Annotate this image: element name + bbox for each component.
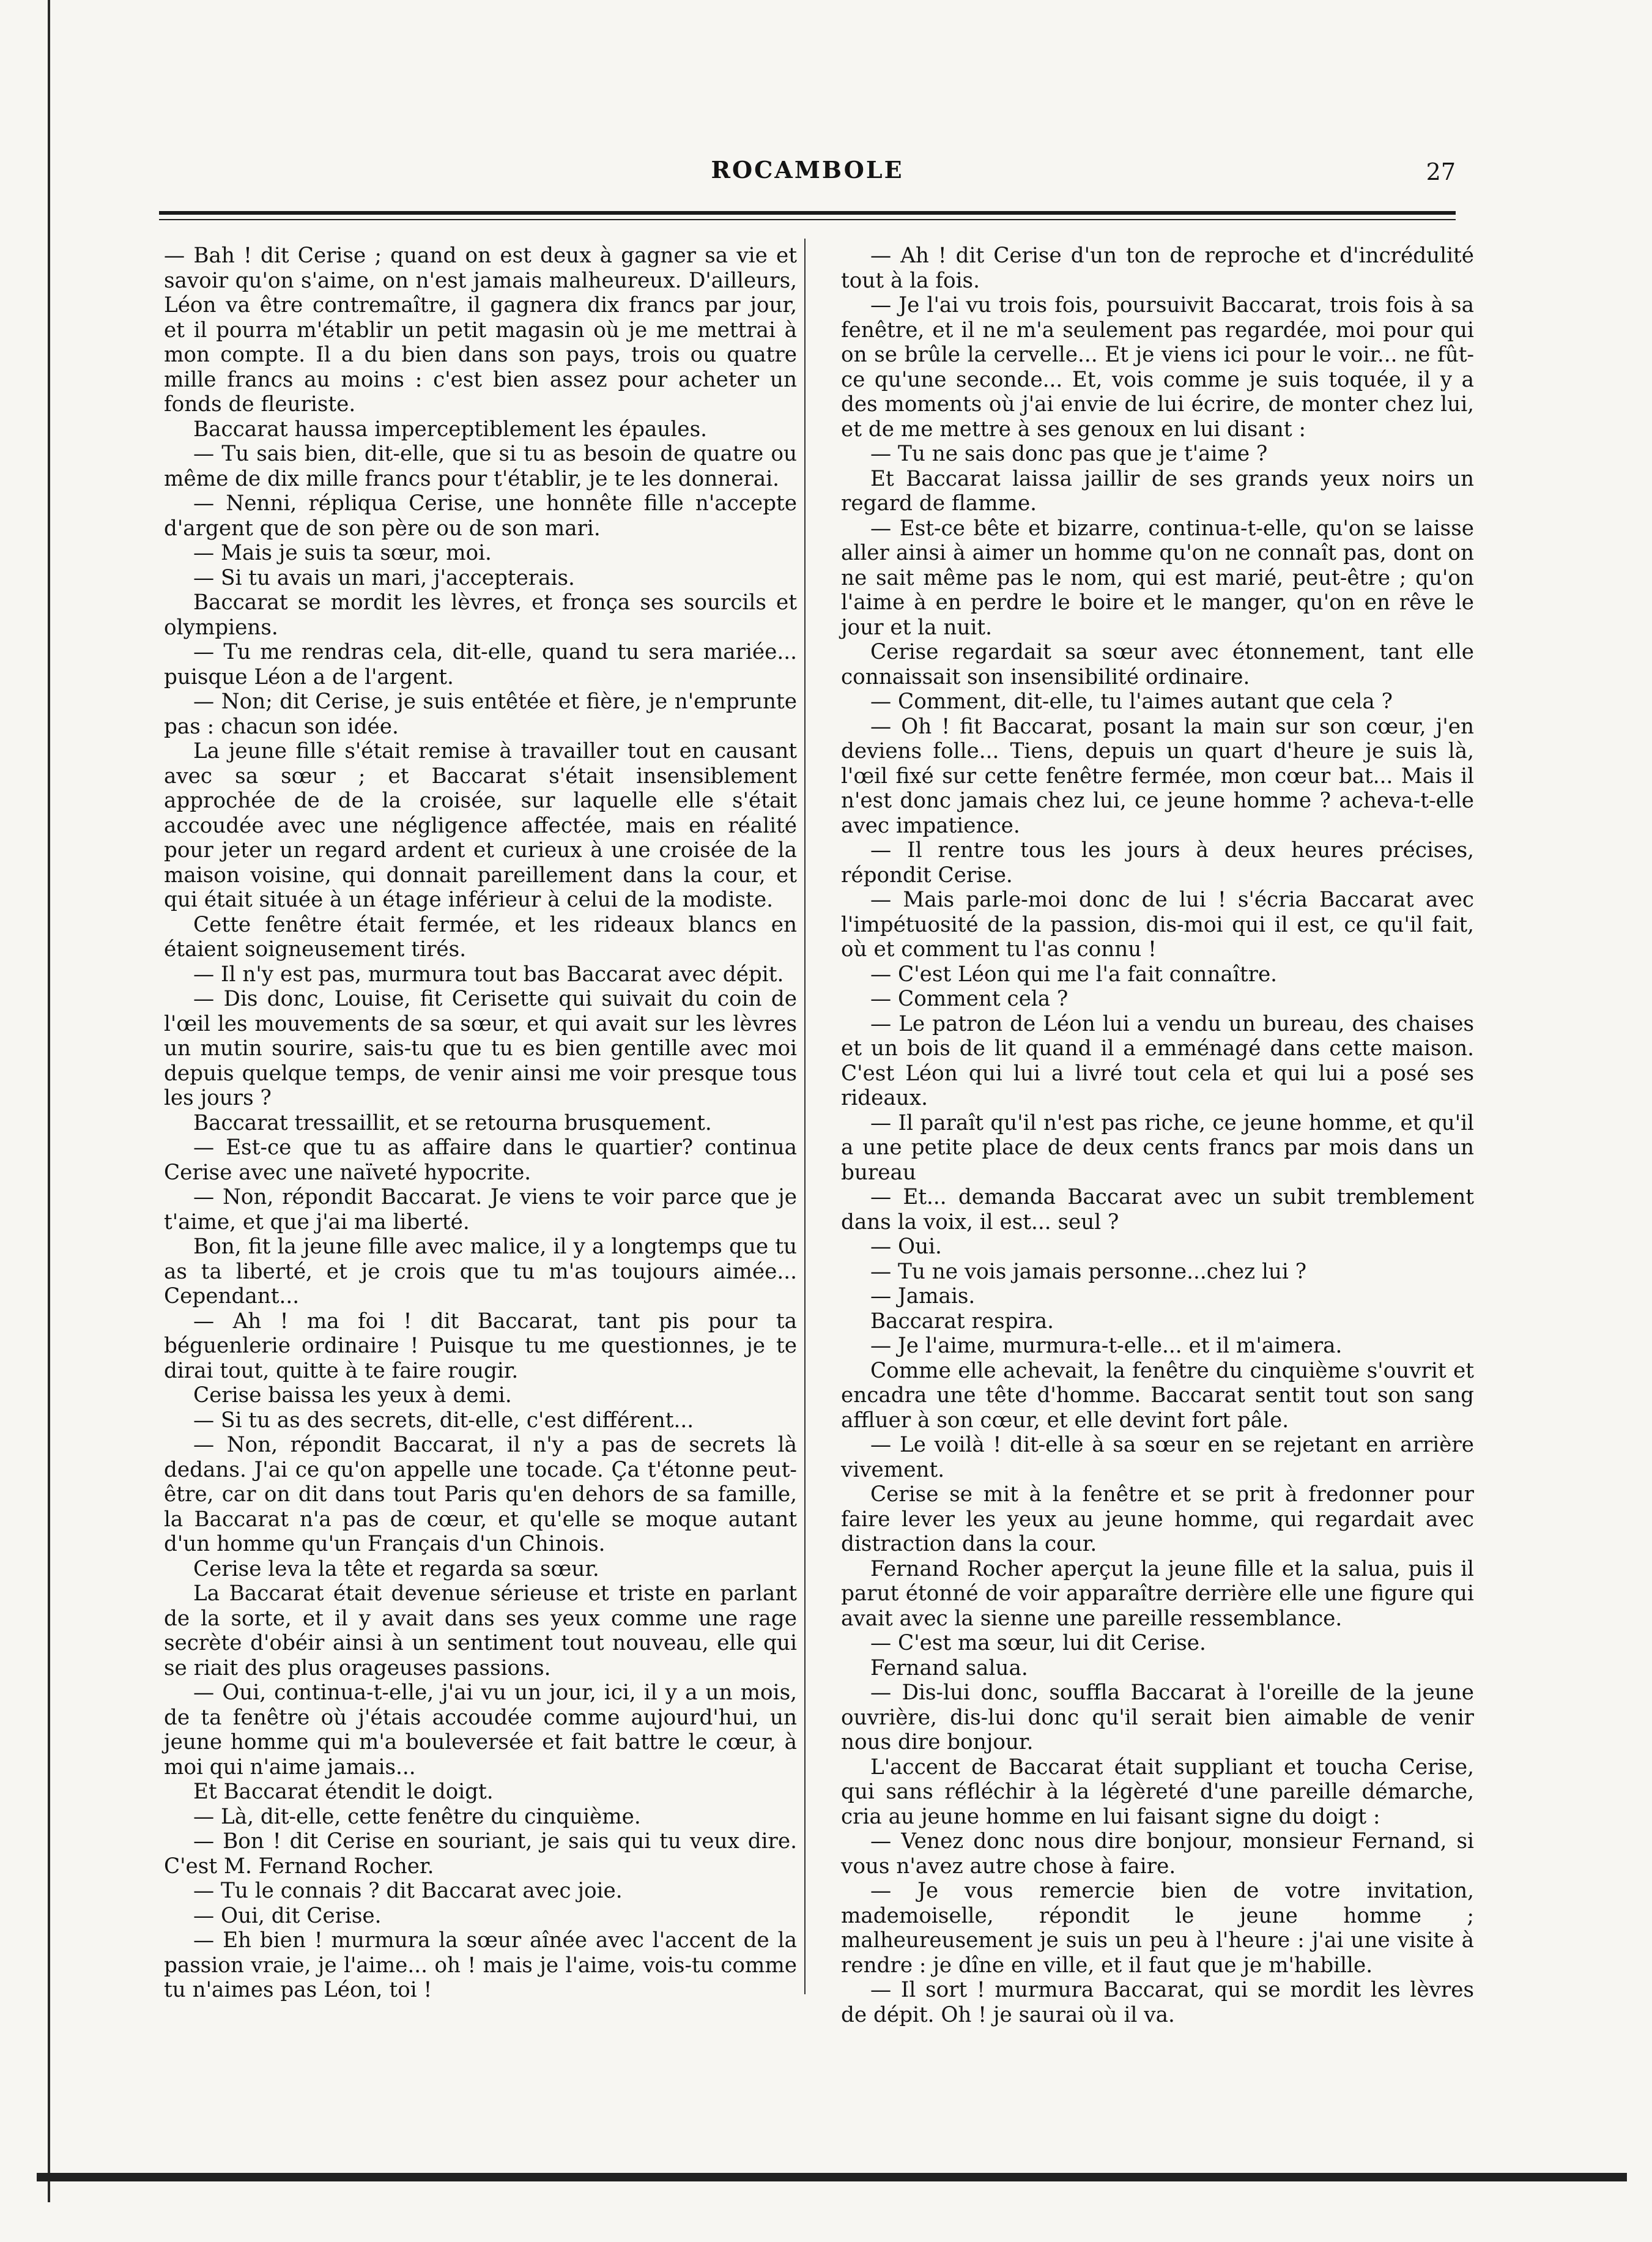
paragraph: — C'est ma sœur, lui dit Cerise. xyxy=(870,1631,1206,1655)
paragraph: Baccarat respira. xyxy=(870,1308,1054,1334)
paragraph: — Bah ! dit Cerise ; quand on est deux à gagner sa vie et savoir qu'on s'aime, on n'est jamais malheureux. D'ailleurs, Léon va être contremaître, il gagnera dix francs par jour, et il pourra m'établir un petit magasin où je me mettrai à mon compte. Il a du bien dans son pays, trois ou quatre mille francs au moins : c'est bien assez pour acheter un fonds de fleuriste. xyxy=(164,243,797,417)
paragraph: La Baccarat était devenue sérieuse et triste en parlant de la sorte, et il y avait dans ses yeux comme une rage secrète d'obéir ainsi à un sentiment tout nouveau, elle qui se riait des plus orageuses passions. xyxy=(164,1581,797,1680)
paragraph: — Mais parle-moi donc de lui ! s'écria Baccarat avec l'impétuosité de la passion, dis-moi qui il est, ce qu'il fait, où et comment tu l'as connu ! xyxy=(841,888,1474,962)
paragraph: Baccarat tressaillit, et se retourna brusquement. xyxy=(193,1110,712,1135)
paragraph: Bon, fit la jeune fille avec malice, il y a longtemps que tu as ta liberté, et je crois que tu m'as toujours aimée... Cependant... xyxy=(164,1234,797,1308)
left-column xyxy=(164,243,797,2003)
paragraph: — Je vous remercie bien de votre invitation, mademoiselle, répondit le jeune homme ; malheureusement je suis un peu à l'heure : j'ai une visite à rendre : je dîne en ville, et il faut que je m'habille. xyxy=(841,1879,1474,1978)
paragraph: — Tu sais bien, dit-elle, que si tu as besoin de quatre ou même de dix mille francs pour t'établir, je te les donnerai. xyxy=(164,442,797,491)
paragraph: — Non; dit Cerise, je suis entêtée et fière, je n'emprunte pas : chacun son idée. xyxy=(164,689,797,739)
paragraph: — Il paraît qu'il n'est pas riche, ce jeune homme, et qu'il a une petite place de deux cents francs par mois dans un bureau xyxy=(841,1110,1474,1185)
paragraph: — Non, répondit Baccarat. Je viens te voir parce que je t'aime, et que j'ai ma liberté. xyxy=(164,1185,797,1234)
paragraph: — Oui. xyxy=(870,1234,942,1259)
paragraph: — C'est Léon qui me l'a fait connaître. xyxy=(870,962,1278,987)
paragraph: — Tu me rendras cela, dit-elle, quand tu sera mariée... puisque Léon a de l'argent. xyxy=(164,640,797,689)
paragraph: — Jamais. xyxy=(870,1284,976,1308)
paragraph: Cerise leva la tête et regarda sa sœur. xyxy=(193,1556,599,1581)
paragraph: — Mais je suis ta sœur, moi. xyxy=(193,541,492,565)
paragraph: — Il rentre tous les jours à deux heures précises, répondit Cerise. xyxy=(841,838,1474,888)
paragraph: — Tu ne sais donc pas que je t'aime ? xyxy=(870,442,1268,466)
paragraph: — Là, dit-elle, cette fenêtre du cinquième. xyxy=(193,1804,641,1829)
paragraph: — Non, répondit Baccarat, il n'y a pas de secrets là dedans. J'ai ce qu'on appelle une tocade. Ça t'étonne peut-être, car on dit dans tout Paris qu'en dehors de sa famille, la Baccarat n'a pas de cœur, et qu'elle se moque autant d'un homme qu'un Français d'un Chinois. xyxy=(164,1433,797,1556)
paragraph: Et Baccarat étendit le doigt. xyxy=(193,1780,494,1804)
paragraph: — Comment cela ? xyxy=(870,987,1069,1011)
paragraph: Cerise regardait sa sœur avec étonnement, tant elle connaissait son insensibilité ordinaire. xyxy=(841,640,1474,689)
paragraph: — Ah ! ma foi ! dit Baccarat, tant pis pour ta béguenlerie ordinaire ! Puisque tu me questionnes, je te dirai tout, quitte à te faire rougir. xyxy=(164,1308,797,1383)
header-rule xyxy=(159,211,1456,215)
right-column xyxy=(841,243,1474,2027)
paragraph: Baccarat haussa imperceptiblement les épaules. xyxy=(193,417,708,442)
paragraph: — Comment, dit-elle, tu l'aimes autant que cela ? xyxy=(870,689,1393,714)
paragraph: L'accent de Baccarat était suppliant et toucha Cerise, qui sans réfléchir à la légèreté d'une pareille démarche, cria au jeune homme en lui faisant signe du doigt : xyxy=(841,1754,1474,1829)
bottom-rule xyxy=(37,2173,1627,2181)
header-rule-thin xyxy=(159,219,1456,220)
paragraph: Cerise se mit à la fenêtre et se prit à fredonner pour faire lever les yeux au jeune homme, qui regardait avec distraction dans la cour. xyxy=(841,1482,1474,1556)
paragraph: — Nenni, répliqua Cerise, une honnête fille n'accepte d'argent que de son père ou de son mari. xyxy=(164,491,797,541)
paragraph: — Venez donc nous dire bonjour, monsieur Fernand, si vous n'avez autre chose à faire. xyxy=(841,1829,1474,1879)
paragraph: — Dis donc, Louise, fit Cerisette qui suivait du coin de l'œil les mouvements de sa sœur, et qui avait sur les lèvres un mutin sourire, sais-tu que tu es bien gentille avec moi depuis quelque temps, de venir ainsi me voir presque tous les jours ? xyxy=(164,987,797,1110)
paragraph: — Dis-lui donc, souffla Baccarat à l'oreille de la jeune ouvrière, dis-lui donc qu'il serait bien aimable de venir nous dire bonjour. xyxy=(841,1680,1474,1754)
paragraph: — Eh bien ! murmura la sœur aînée avec l'accent de la passion vraie, je l'aime... oh ! mais je l'aime, vois-tu comme tu n'aimes pas Léon, toi ! xyxy=(164,1928,797,2002)
paragraph: — Ah ! dit Cerise d'un ton de reproche et d'incrédulité tout à la fois. xyxy=(841,243,1474,293)
paragraph: — Le voilà ! dit-elle à sa sœur en se rejetant en arrière vivement. xyxy=(841,1433,1474,1482)
paragraph: — Le patron de Léon lui a vendu un bureau, des chaises et un bois de lit quand il a emménagé dans cette maison. C'est Léon qui lui a livré tout cela et qui lui a posé ses rideaux. xyxy=(841,1011,1474,1110)
paragraph: — Est-ce bête et bizarre, continua-t-elle, qu'on se laisse aller ainsi à aimer un homme qu'on ne connaît pas, dont on ne sait même pas le nom, qui est marié, peut-être ; qu'on l'aime à en perdre le boire et le manger, qu'on en rêve le jour et la nuit. xyxy=(841,516,1474,640)
paragraph: Cette fenêtre était fermée, et les rideaux blancs en étaient soigneusement tirés. xyxy=(164,912,797,962)
paragraph: — Je l'ai vu trois fois, poursuivit Baccarat, trois fois à sa fenêtre, et il ne m'a seulement pas regardée, moi pour qui on se brûle la cervelle... Et je viens ici pour le voir... ne fût-ce qu'une seconde... Et, vois comme je suis toquée, il y a des moments où j'ai envie de lui écrire, de monter chez lui, et de me mettre à ses genoux en lui disant : xyxy=(841,293,1474,442)
paragraph: — Tu le connais ? dit Baccarat avec joie. xyxy=(193,1879,623,1903)
paragraph: Fernand salua. xyxy=(870,1655,1028,1680)
page-number: 27 xyxy=(1426,158,1456,185)
paragraph: Et Baccarat laissa jaillir de ses grands yeux noirs un regard de flamme. xyxy=(841,466,1474,516)
paragraph: — Oui, continua-t-elle, j'ai vu un jour, ici, il y a un mois, de ta fenêtre où j'étais accoudée comme aujourd'hui, un jeune homme qui m'a bouleversée et fait battre le cœur, à moi qui n'aime jamais... xyxy=(164,1680,797,1780)
paragraph: Cerise baissa les yeux à demi. xyxy=(193,1383,512,1408)
paragraph: Baccarat se mordit les lèvres, et fronça ses sourcils et olympiens. xyxy=(164,590,797,640)
paragraph: — Il sort ! murmura Baccarat, qui se mordit les lèvres de dépit. Oh ! je saurai où il va. xyxy=(841,1978,1474,2027)
paragraph: — Il n'y est pas, murmura tout bas Baccarat avec dépit. xyxy=(193,962,784,987)
paragraph: — Oh ! fit Baccarat, posant la main sur son cœur, j'en deviens folle... Tiens, depuis un quart d'heure je suis là, l'œil fixé sur cette fenêtre fermée, mon cœur bat... Mais il n'est donc jamais chez lui, ce jeune homme ? acheva-t-elle avec impatience. xyxy=(841,714,1474,838)
paragraph: — Bon ! dit Cerise en souriant, je sais qui tu veux dire. C'est M. Fernand Rocher. xyxy=(164,1829,797,1879)
paragraph: — Tu ne vois jamais personne...chez lui ? xyxy=(870,1259,1307,1284)
paragraph: — Et... demanda Baccarat avec un subit tremblement dans la voix, il est... seul ? xyxy=(841,1185,1474,1234)
paragraph: — Oui, dit Cerise. xyxy=(193,1903,382,1928)
running-head: ROCAMBOLE xyxy=(711,156,904,184)
paragraph: — Si tu as des secrets, dit-elle, c'est différent... xyxy=(193,1408,694,1433)
paragraph: Comme elle achevait, la fenêtre du cinquième s'ouvrit et encadra une tête d'homme. Baccarat sentit tout son sang affluer à son cœur, et elle devint fort pâle. xyxy=(841,1358,1474,1433)
page-binding-edge xyxy=(48,0,50,2202)
paragraph: — Est-ce que tu as affaire dans le quartier? continua Cerise avec une naïveté hypocrite. xyxy=(164,1135,797,1185)
paragraph: La jeune fille s'était remise à travailler tout en causant avec sa sœur ; et Baccarat s'était insensiblement approchée de de la croisée, sur laquelle elle s'était accoudée avec une négligence affectée, mais en réalité pour jeter un regard ardent et curieux à une croisée de la maison voisine, qui donnait pareillement dans la cour, et qui était située à un étage inférieur à celui de la modiste. xyxy=(164,739,797,912)
column-divider xyxy=(804,239,806,1994)
paragraph: Fernand Rocher aperçut la jeune fille et la salua, puis il parut étonné de voir apparaître derrière elle une figure qui avait avec la sienne une pareille ressemblance. xyxy=(841,1556,1474,1631)
page-header xyxy=(159,156,1456,193)
paragraph: — Si tu avais un mari, j'accepterais. xyxy=(193,565,575,590)
paragraph: — Je l'aime, murmura-t-elle... et il m'aimera. xyxy=(870,1334,1343,1358)
